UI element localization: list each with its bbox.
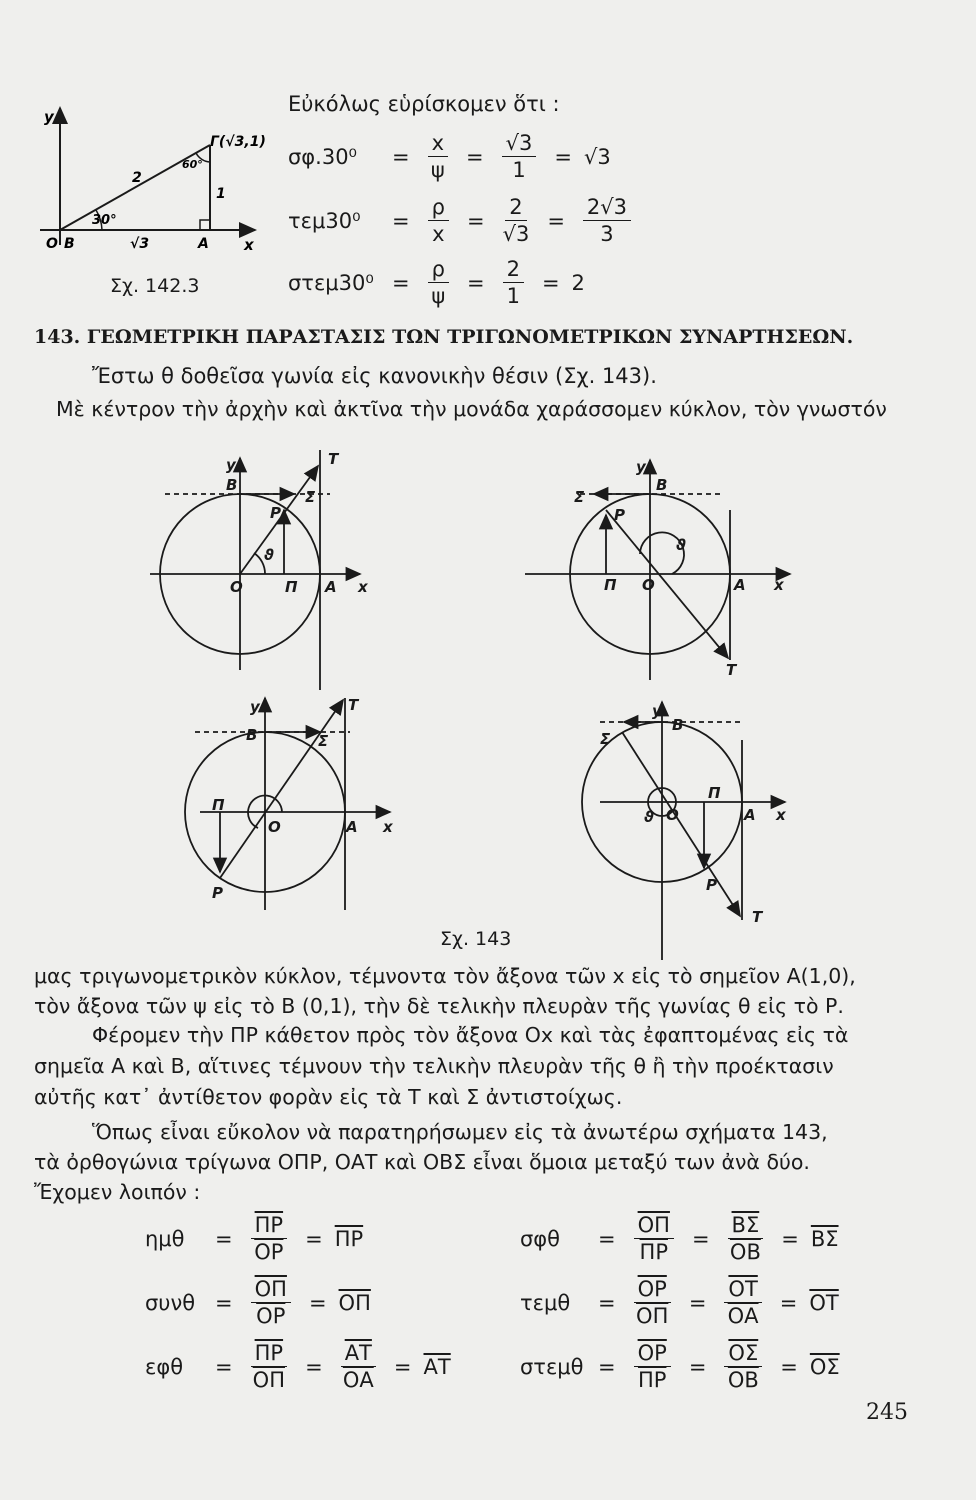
d2-x: x: [774, 576, 784, 594]
fig1423-x-label: x: [244, 236, 254, 254]
sec-frac1: $\frac{\overline{OP}}{O\Pi}$: [634, 1278, 671, 1327]
d1-b: Β: [226, 476, 238, 494]
d4-y: y: [652, 702, 662, 720]
para2-line8: Ἔχομεν λοιπόν :: [34, 1180, 201, 1204]
d1-p: Ρ: [270, 504, 281, 522]
sec-name: τεμθ: [520, 1290, 571, 1315]
fig1423-o-label: Ο: [46, 236, 58, 252]
cot-name: σφθ: [520, 1226, 561, 1251]
d2-theta: ϑ: [676, 536, 686, 554]
d2-s: Σ: [574, 488, 585, 506]
page-number: 245: [866, 1400, 908, 1425]
cot-result: $\overline{B\Sigma}$: [810, 1226, 839, 1251]
d3-s: Σ: [318, 732, 329, 750]
figure-143: [0, 440, 976, 960]
d3-b: Β: [246, 726, 258, 744]
tan-name: εφθ: [145, 1354, 184, 1379]
fig1423-y-label: y: [44, 108, 54, 126]
d1-o: Ο: [230, 578, 243, 596]
d1-pi: Π: [285, 578, 298, 596]
cos-name: συνθ: [145, 1290, 196, 1315]
def-tan: εφθ = $\frac{\overline{\Pi P}}{O\Pi}$ = $\frac{\overline{AT}}{OA}$ = $\overline{AT}$: [145, 1341, 451, 1392]
intro-text: Εὐκόλως εὑρίσκομεν ὅτι :: [288, 92, 560, 116]
tan-frac1: $\frac{\overline{\Pi P}}{O\Pi}$: [251, 1342, 287, 1391]
d1-y: y: [226, 456, 236, 474]
d3-t: Τ: [348, 696, 359, 714]
d4-o: Ο: [666, 806, 679, 824]
def-cos: συνθ = $\frac{\overline{O\Pi}}{OP}$ = $\overline{O\Pi}$: [145, 1277, 371, 1328]
cot30-result: √3: [584, 144, 611, 169]
sin-name: ημθ: [145, 1226, 185, 1251]
d2-pi: Π: [604, 576, 617, 594]
cot-frac1: $\frac{\overline{O\Pi}}{\Pi P}$: [634, 1214, 674, 1263]
figure-142-3: [40, 100, 280, 270]
fig1423-gamma-label: Γ(√3,1): [210, 134, 266, 150]
para1-line2: Μὲ κέντρον τὴν ἀρχὴν καὶ ἀκτῖνα τὴν μονάδα χαράσσομεν κύκλον, τὸν γνωστόν: [56, 397, 887, 421]
d3-y: y: [250, 698, 260, 716]
sec30-frac3: $\frac{2√3}{3}$: [583, 196, 631, 245]
fig1423-angle-label: 30°: [92, 213, 117, 228]
sec30-frac2: $\frac{2}{√3}$: [502, 195, 530, 246]
para2-line3: Φέρομεν τὴν ΠΡ κάθετον πρὸς τὸν ἄξονα Ox καὶ τὰς ἐφαπτομένας εἰς τὰ: [92, 1023, 849, 1047]
cos-frac: $\frac{\overline{O\Pi}}{OP}$: [251, 1278, 291, 1327]
csc-frac2: $\frac{\overline{O\Sigma}}{OB}$: [724, 1342, 762, 1391]
sec-result: $\overline{OT}$: [809, 1290, 839, 1315]
d4-p: Ρ: [706, 876, 717, 894]
d3-a: Α: [346, 818, 358, 836]
d4-t: Τ: [752, 908, 763, 926]
d3-p: Ρ: [212, 884, 223, 902]
sin-frac: $\frac{\overline{\Pi P}}{OP}$: [251, 1214, 287, 1263]
d1-theta: ϑ: [264, 546, 274, 564]
csc-name: στεμθ: [520, 1354, 584, 1379]
def-sec: τεμθ = $\frac{\overline{OP}}{O\Pi}$ = $\frac{\overline{OT}}{OA}$ = $\overline{OT}$: [520, 1277, 839, 1328]
fig1423-small-angle-label: 60°: [182, 158, 203, 171]
para2-line4: σημεῖα Α καὶ Β, αἵτινες τέμνουν τὴν τελικὴν πλευρὰν τῆς θ ἢ τὴν προέκτασιν: [34, 1054, 834, 1078]
d2-o: Ο: [642, 576, 655, 594]
d1-t: Τ: [328, 450, 339, 468]
fig1423-a-label: Α: [198, 236, 209, 252]
csc30-name: στεμ30⁰: [288, 270, 374, 295]
fig1423-side-label: 1: [216, 186, 226, 202]
d2-p: Ρ: [614, 506, 625, 524]
sec30-frac1: $\frac{\rho}{x}$: [428, 196, 449, 245]
d4-x: x: [776, 806, 786, 824]
d2-a: Α: [734, 576, 746, 594]
d2-b: Β: [656, 476, 668, 494]
d1-a: Α: [325, 578, 337, 596]
d3-pi: Π: [212, 796, 225, 814]
d3-o: Ο: [268, 818, 281, 836]
csc-frac1: $\frac{\overline{OP}}{\Pi P}$: [634, 1342, 671, 1391]
csc30-frac1: $\frac{\rho}{\psi}$: [428, 258, 449, 307]
def-sin: ημθ = $\frac{\overline{\Pi P}}{OP}$ = $\overline{\Pi P}$: [145, 1213, 364, 1264]
cot-frac2: $\frac{\overline{B\Sigma}}{OB}$: [728, 1214, 764, 1263]
sec-frac2: $\frac{\overline{OT}}{OA}$: [724, 1278, 761, 1327]
d4-a: Α: [744, 806, 756, 824]
formula-cot30: σφ.30⁰ = $\frac{x}{\psi}$ = $\frac{√3}{1}$ = √3: [288, 131, 611, 182]
section-number: 143.: [34, 326, 81, 348]
fig1423-base-label: √3: [130, 236, 150, 252]
cos-result: $\overline{O\Pi}$: [338, 1290, 371, 1315]
section-heading: [34, 326, 853, 348]
tan-result: $\overline{AT}$: [423, 1354, 451, 1379]
fig143-caption: Σχ. 143: [440, 928, 512, 950]
para2-line1: μας τριγωνομετρικὸν κύκλον, τέμνοντα τὸν ἄξονα τῶν x εἰς τὸ σημεῖον Α(1,0),: [34, 964, 856, 988]
d4-s: Σ: [600, 730, 611, 748]
def-cot: σφθ = $\frac{\overline{O\Pi}}{\Pi P}$ = $\frac{\overline{B\Sigma}}{OB}$ = $\overline{B\Sigma}$: [520, 1213, 839, 1264]
cot30-frac1: $\frac{x}{\psi}$: [428, 132, 448, 181]
fig1423-b-label: Β: [64, 236, 75, 252]
d4-pi: Π: [708, 784, 721, 802]
d2-y: y: [636, 458, 646, 476]
para2-line5: αὐτῆς κατ᾽ ἀντίθετον φορὰν εἰς τὰ Τ καὶ Σ ἀντιστοίχως.: [34, 1085, 623, 1109]
cot30-name: σφ.30⁰: [288, 144, 357, 169]
d1-x: x: [358, 578, 368, 596]
csc30-result: 2: [571, 270, 585, 295]
formula-csc30: στεμ30⁰ = $\frac{\rho}{\psi}$ = $\frac{2}{1}$ = 2: [288, 257, 585, 308]
csc30-frac2: $\frac{2}{1}$: [503, 258, 524, 307]
fig1423-hyp-label: 2: [132, 170, 142, 186]
def-csc: στεμθ = $\frac{\overline{OP}}{\Pi P}$ = $\frac{\overline{O\Sigma}}{OB}$ = $\overline{O\Sigma}$: [520, 1341, 840, 1392]
para2-line6: Ὅπως εἶναι εὔκολον νὰ παρατηρήσωμεν εἰς τὰ ἀνωτέρω σχήματα 143,: [92, 1120, 828, 1144]
d4-b: Β: [672, 716, 684, 734]
para2-line7: τὰ ὀρθογώνια τρίγωνα ΟΠΡ, ΟΑΤ καὶ ΟΒΣ εἶναι ὅμοια μεταξύ των ἀνὰ δύο.: [34, 1150, 810, 1174]
para2-line2: τὸν ἄξονα τῶν ψ εἰς τὸ Β (0,1), τὴν δὲ τελικὴν πλευρὰν τῆς γωνίας θ εἰς τὸ Ρ.: [34, 994, 844, 1018]
para1-line1: Ἔστω θ δοθεῖσα γωνία εἰς κανονικὴν θέσιν (Σχ. 143).: [92, 364, 657, 388]
sin-result: $\overline{\Pi P}$: [334, 1226, 364, 1251]
fig1423-caption: Σχ. 142.3: [110, 275, 200, 297]
d1-s: Σ: [305, 488, 316, 506]
cot30-frac2: $\frac{√3}{1}$: [502, 132, 537, 181]
formula-sec30: τεμ30⁰ = $\frac{\rho}{x}$ = $\frac{2}{√3}$ = $\frac{2√3}{3}$: [288, 196, 637, 245]
d2-t: Τ: [726, 661, 737, 679]
section-title: ΓΕΩΜΕΤΡΙΚΗ ΠΑΡΑΣΤΑΣΙΣ ΤΩΝ ΤΡΙΓΩΝΟΜΕΤΡΙΚΩΝ ΣΥΝΑΡΤΗΣΕΩΝ.: [86, 326, 854, 348]
sec30-name: τεμ30⁰: [288, 208, 361, 233]
csc-result: $\overline{O\Sigma}$: [809, 1354, 840, 1379]
tan-frac2: $\frac{\overline{AT}}{OA}$: [341, 1342, 376, 1391]
d4-theta: ϑ: [644, 808, 654, 826]
d3-x: x: [383, 818, 393, 836]
